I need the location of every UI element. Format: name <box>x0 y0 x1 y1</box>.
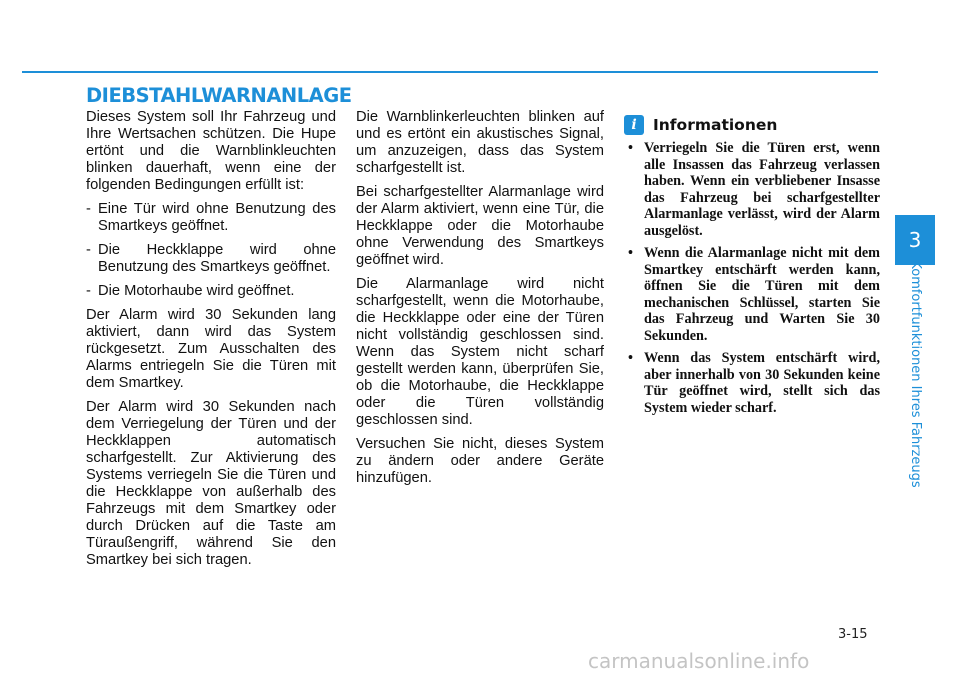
info-item <box>624 140 880 239</box>
page-number: 3-15 <box>838 627 868 642</box>
dash-marker: - <box>86 283 91 299</box>
condition-item <box>86 283 336 300</box>
watermark: carmanualsonline.info <box>588 649 810 673</box>
alarm-duration-paragraph: Der Alarm wird 30 Sekunden lang aktiviert, dann wird das System rückgesetzt. Zum Ausschalten des Alarms entriegeln Sie die Türen mit dem Smartkey. <box>86 307 336 391</box>
warning-paragraph: Versuchen Sie nicht, dieses System zu ändern oder andere Geräte hinzufügen. <box>356 436 604 486</box>
column-1 <box>86 109 336 576</box>
not-armed-paragraph: Die Alarmanlage wird nicht scharfgestellt, wenn die Motorhaube, die Heckklappe oder eine der Türen nicht vollständig geschlossen sind. Wenn das System nicht scharf gestellt werden kann, überprüfen Sie, ob die Motorhaube, die Heckklappe oder die Türen vollständig geschlossen sind. <box>356 276 604 428</box>
info-icon: i <box>624 115 644 135</box>
intro-paragraph: Dieses System soll Ihr Fahrzeug und Ihre Wertsachen schützen. Die Hupe ertönt und die Warnblinkleuchten blinken dauerhaft, wenn eine der folgenden Bedingungen erfüllt ist: <box>86 109 336 193</box>
info-list <box>624 140 880 416</box>
condition-text: Die Motorhaube wird geöffnet. <box>98 283 295 299</box>
bullet-marker: • <box>628 350 633 366</box>
bullet-marker: • <box>628 140 633 156</box>
dash-marker: - <box>86 242 91 258</box>
condition-text: Eine Tür wird ohne Benutzung des Smartkeys geöffnet. <box>98 201 336 234</box>
info-item-text: Wenn die Alarmanlage nicht mit dem Smartkey entschärft werden kann, öffnen Sie die Türen mit dem mechanischen Schlüssel, starten Sie das Fahrzeug und Warten Sie 30 Sekunden. <box>644 245 880 344</box>
condition-text: Die Heckklappe wird ohne Benutzung des Smartkeys geöffnet. <box>98 242 336 275</box>
info-title: Informationen <box>653 115 778 134</box>
info-box <box>624 114 880 422</box>
info-header <box>624 114 880 136</box>
info-item-text: Verriegeln Sie die Türen erst, wenn alle Insassen das Fahrzeug verlassen haben. Wenn ein verbliebener Insasse das Fahrzeug bei scharfgestellter Alarmanlage verlässt, wird der Alarm ausgelöst. <box>644 140 880 239</box>
armed-signal-paragraph: Die Warnblinkerleuchten blinken auf und es ertönt ein akustisches Signal, um anzuzeigen, dass das System scharfgestellt ist. <box>356 109 604 176</box>
info-item-text: Wenn das System entschärft wird, aber innerhalb von 30 Sekunden keine Tür geöffnet wird, stellt sich das System wieder scharf. <box>644 350 880 416</box>
bullet-marker: • <box>628 245 633 261</box>
info-item <box>624 245 880 344</box>
top-rule <box>22 71 878 73</box>
section-title: DIEBSTAHLWARNANLAGE <box>86 84 352 107</box>
chapter-label: Komfortfunktionen Ihres Fahrzeugs <box>908 260 923 488</box>
dash-marker: - <box>86 201 91 217</box>
alarm-conditions-list <box>86 201 336 300</box>
arming-paragraph: Der Alarm wird 30 Sekunden nach dem Verriegelung der Türen und der Heckklappen automatisch scharfgestellt. Zur Aktivierung des Systems verriegeln Sie die Türen und die Heckklappe von außerhalb des Fahrzeugs mit dem Smartkey oder durch Drücken auf die Taste am Türaußengriff, während Sie den Smartkey bei sich tragen. <box>86 399 336 568</box>
info-item <box>624 350 880 416</box>
condition-item <box>86 242 336 276</box>
column-2 <box>356 109 604 494</box>
chapter-tab: 3 <box>895 215 935 265</box>
condition-item <box>86 201 336 235</box>
armed-trigger-paragraph: Bei scharfgestellter Alarmanlage wird der Alarm aktiviert, wenn eine Tür, die Heckklappe oder die Motorhaube ohne Verwendung des Smartkeys geöffnet wird. <box>356 184 604 268</box>
